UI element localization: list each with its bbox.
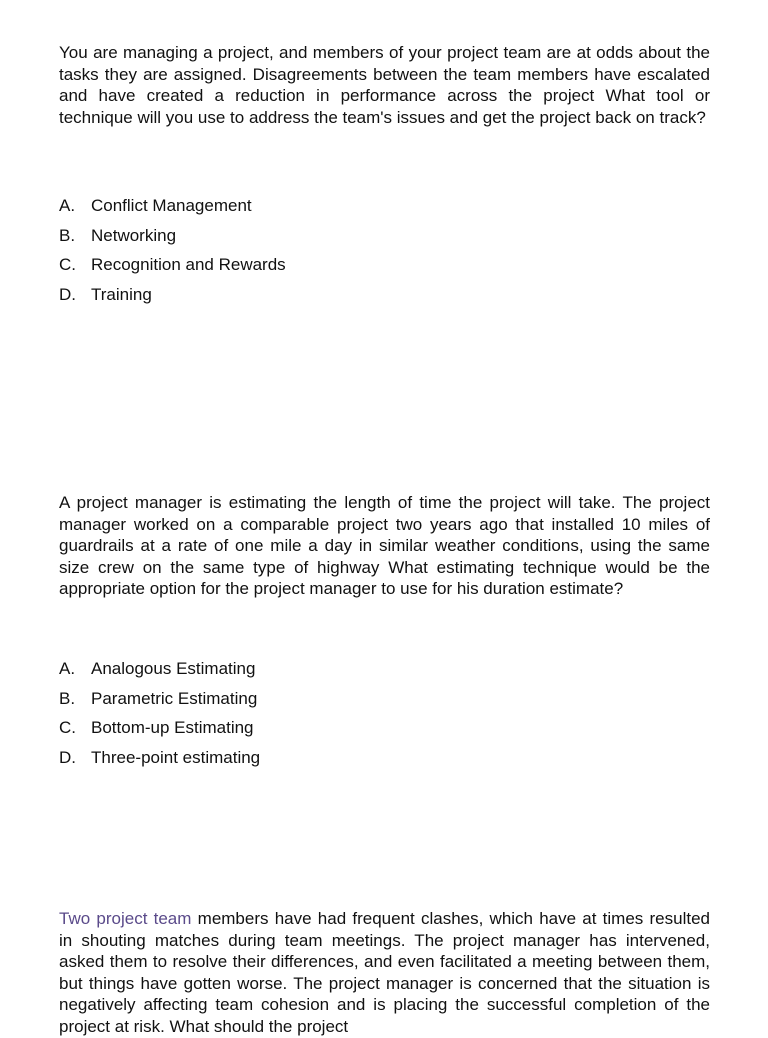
option-text: Analogous Estimating — [91, 659, 256, 678]
option-item — [59, 225, 286, 255]
option-letter: C. — [59, 718, 76, 738]
option-item — [59, 195, 286, 225]
question-2-options — [59, 658, 260, 776]
question-1-text: You are managing a project, and members of your project team are at odds about the tasks they are assigned. Disagreements between the team members have escalated and have created a reduction in performance across the project What tool or technique will you use to address the team's issues and get the project back on track? — [59, 43, 710, 127]
option-letter: A. — [59, 659, 76, 678]
question-2-text: A project manager is estimating the length of time the project will take. The project manager worked on a comparable project two years ago that installed 10 miles of guardrails at a rate of one mile a day in similar weather conditions, using the same size crew on the same type of highway What estimating technique would be the appropriate option for the project manager to use for his duration estimate? — [59, 493, 710, 599]
option-letter: C. — [59, 255, 76, 275]
option-text: Recognition and Rewards — [91, 255, 286, 275]
question-3-highlight: Two project team — [59, 909, 192, 928]
option-item — [59, 717, 260, 747]
option-letter: B. — [59, 225, 76, 245]
option-text: Parametric Estimating — [91, 688, 258, 708]
option-item — [59, 688, 260, 718]
option-letter: D. — [59, 747, 76, 767]
option-letter: D. — [59, 284, 76, 304]
question-3-body: members have had frequent clashes, which have at times resulted in shouting matches during team meetings. The project manager has intervened, asked them to resolve their differences, and even facilitated a meeting between them, but things have gotten worse. The project manager is concerned that the situation is negatively affecting team cohesion and is placing the successful completion of the project at risk. What should the project — [59, 909, 710, 1036]
option-item — [59, 254, 286, 284]
option-text: Training — [91, 284, 152, 304]
option-item — [59, 747, 260, 777]
option-item — [59, 284, 286, 314]
option-letter: A. — [59, 196, 76, 215]
question-3-text — [59, 908, 710, 1038]
option-text: Networking — [91, 225, 177, 245]
question-1-options — [59, 195, 286, 313]
option-text: Three-point estimating — [91, 747, 261, 767]
option-text: Conflict Management — [91, 196, 252, 215]
option-letter: B. — [59, 688, 76, 708]
option-item — [59, 658, 260, 688]
option-text: Bottom-up Estimating — [91, 718, 254, 738]
